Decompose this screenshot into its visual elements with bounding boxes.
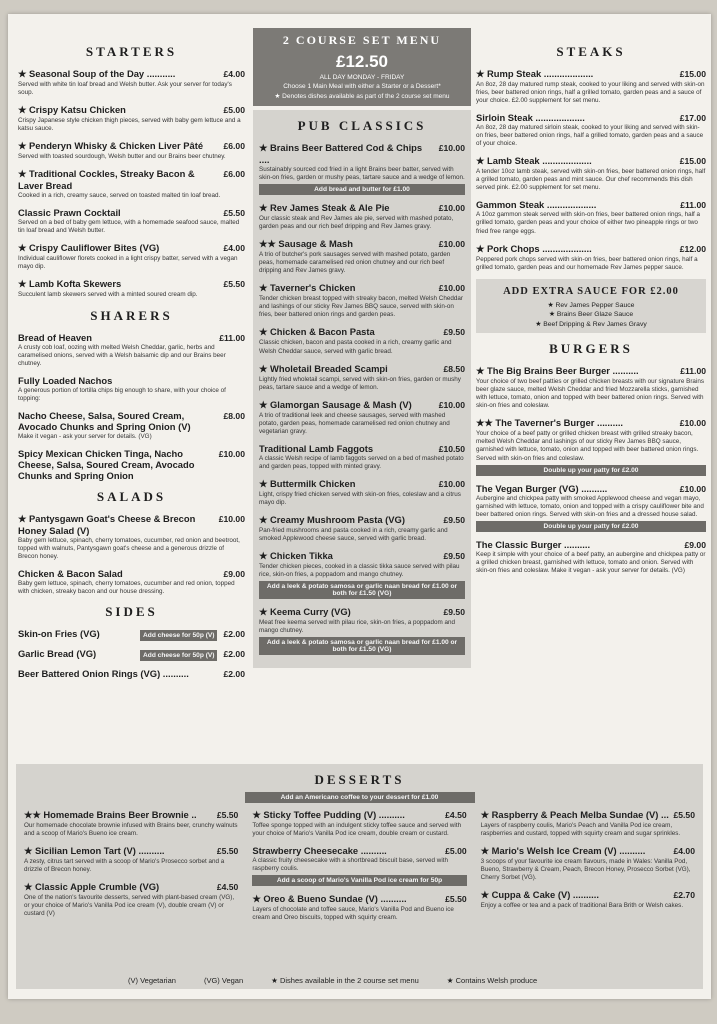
menu-item-name: The Classic Burger .......... <box>476 538 591 550</box>
menu-item-row <box>18 513 245 536</box>
menu-item-price: £10.00 <box>438 399 465 410</box>
pub-classics-list <box>259 142 465 655</box>
middle-column <box>253 28 471 668</box>
menu-item-description: An 8oz, 28 day matured rump steak, cooked to your liking and served with skin-on fries, beer battered onion rings, half a grilled tomato, garden peas and a sauce of your choice. £2.00 supplement for set menu. <box>476 81 705 105</box>
menu-item-row <box>476 243 706 255</box>
menu-item-row <box>481 889 695 901</box>
menu-item-name: The Vegan Burger (VG) .......... <box>476 482 608 494</box>
menu-item-price: £15.00 <box>679 69 706 79</box>
menu-item-name: Spicy Mexican Chicken Tinga, Nacho Cheese, Salsa, Soured Cream, Avocado Chunks and Spring Onion <box>18 447 195 481</box>
menu-item-description: A trio of traditional leek and cheese sausages, served with mashed potato, garden peas, homemade caramelised red onion chutney and vegetarian gravy. <box>259 411 450 435</box>
menu-item-price: £4.00 <box>223 69 245 79</box>
menu-item-description: Sustainably sourced cod fried in a light Brains beer batter, served with skin-on fries, garden or mushy peas, tartare sauce and a wedge of lemon. <box>259 166 465 182</box>
menu-item-price: £11.00 <box>680 366 706 377</box>
menu-item <box>259 202 465 231</box>
menu-item <box>18 448 245 481</box>
menu-item-description: A classic fruity cheesecake with a shortbread biscuit base, served with raspberry coulis. <box>252 857 448 873</box>
menu-item-name: ★ Lamb Kofta Skewers <box>18 278 122 290</box>
menu-item-price: £6.00 <box>223 169 245 180</box>
menu-item-description: Toffee sponge topped with an indulgent sticky toffee sauce and served with your choice of Mario's Vanilla Pod ice cream, double cream or custard. <box>252 822 462 838</box>
menu-item-name: ★ Classic Apple Crumble (VG) <box>24 881 160 893</box>
menu-item-row <box>18 568 245 579</box>
menu-item-row <box>18 207 245 218</box>
extra-sauce-item: ★ Beef Dripping & Rev James Gravy <box>535 320 647 328</box>
menu-item <box>476 243 706 272</box>
menu-item-name: Strawberry Cheesecake .......... <box>252 845 387 857</box>
burgers-list <box>476 365 706 575</box>
menu-item-description: Baby gem lettuce, spinach, cherry tomatoes, cucumber and red onion, topped with chicken, streaky bacon and our house dressing. <box>18 579 235 595</box>
menu-item-row <box>18 628 245 641</box>
menu-item-name: Beer Battered Onion Rings (VG) .......... <box>18 668 189 680</box>
extra-sauce-item: ★ Brains Beer Glaze Sauce <box>548 311 634 319</box>
menu-item-price: £10.00 <box>438 203 465 214</box>
menu-item-price: £9.50 <box>443 327 465 338</box>
menu-item <box>18 332 245 368</box>
menu-item <box>259 606 465 655</box>
menu-item-description: Meat free keema served with pilau rice, skin-on fries, a poppadom and mango chutney. <box>259 619 456 635</box>
menu-item-name: ★ Brains Beer Battered Cod & Chips .... <box>259 142 423 165</box>
menu-item-name: ★★ The Taverner's Burger .......... <box>476 417 624 429</box>
menu-item <box>481 845 695 882</box>
add-cheese-tag: Add cheese for 50p (V) <box>140 650 217 661</box>
menu-item-price: £5.50 <box>216 810 239 820</box>
menu-item <box>476 483 706 532</box>
menu-item <box>18 375 245 403</box>
menu-item <box>18 628 245 641</box>
menu-item-name: Garlic Bread (VG) <box>18 648 97 660</box>
menu-item <box>259 282 465 319</box>
menu-item-name: ★ Lamb Steak ................... <box>476 155 592 167</box>
menu-item-description: Our classic steak and Rev James ale pie, served with mashed potato, garden peas and our rich beef dripping and Rev James gravy. <box>259 215 454 231</box>
menu-item-row <box>24 881 238 893</box>
menu-item-description: 3 scoops of your favourite ice cream flavours, made in Wales: Vanilla Pod, Bueno, Strawberry & Cream, Peach, Brecon Honey, Prosecco Sorbet (VG), Cherry Sorbet (VG). <box>480 858 691 882</box>
menu-item-price: £5.00 <box>445 846 467 857</box>
set-menu-panel <box>253 28 471 106</box>
menu-item-description: Baby gem lettuce, spinach, cherry tomatoes, cucumber, red onion and beetroot, topped with walnuts, Pantysgawn goat's cheese and a generous drizzle of Brecon honey. <box>18 536 240 560</box>
menu-item-description: Layers of chocolate and toffee sauce, Mario's Vanilla Pod and Bueno ice cream and Oreo biscuits, topped with squirty cream. <box>252 906 454 922</box>
menu-item <box>476 199 706 235</box>
set-menu-rule: Choose 1 Main Meal with either a Starter or a Dessert* <box>283 83 441 90</box>
menu-item-row <box>18 104 245 116</box>
menu-item-price: £5.50 <box>223 279 245 290</box>
menu-item-price: £5.50 <box>216 846 239 857</box>
set-menu-note: ★ Denotes dishes available as part of the 2 course set menu <box>274 93 450 100</box>
set-menu-title: 2 COURSE SET MENU <box>282 33 442 47</box>
menu-item <box>259 363 465 392</box>
menu-item-row <box>252 845 466 856</box>
menu-item <box>18 207 245 235</box>
legend <box>128 976 537 985</box>
menu-item-price: £2.00 <box>223 629 245 640</box>
menu-item-name: ★ Sicilian Lemon Tart (V) .......... <box>24 845 165 857</box>
menu-item-name: Classic Prawn Cocktail <box>18 207 121 219</box>
extra-sauce-item: ★ Rev James Pepper Sauce <box>547 301 635 309</box>
menu-item-row <box>18 68 245 80</box>
menu-item-description: A crusty cob loaf, oozing with melted Welsh Cheddar, garlic, herbs and caramelised onions, served with a Welsh balsamic dip and our Brains beer chutney. <box>18 343 226 367</box>
menu-item-price: £10.00 <box>438 143 465 153</box>
menu-item-addon-tag: Add bread and butter for £1.00 <box>259 184 465 195</box>
menu-item <box>18 278 245 299</box>
menu-item-description: Individual cauliflower florets cooked in a light crispy batter, served with a vegan mayo dip. <box>18 255 238 271</box>
menu-item-addon-tag: Add a leek & potato samosa or garlic naan bread for £1.00 or both for £1.50 (VG) <box>259 637 465 655</box>
menu-item-name: ★ Penderyn Whisky & Chicken Liver Pâté <box>18 140 204 152</box>
menu-item-row <box>18 648 245 661</box>
menu-item-name: ★ Sticky Toffee Pudding (V) .......... <box>252 809 405 820</box>
menu-item <box>252 845 466 886</box>
menu-item <box>259 238 465 275</box>
menu-item-price: £9.00 <box>684 539 706 550</box>
menu-item-price: £10.00 <box>438 283 465 294</box>
menu-item-row <box>259 202 465 214</box>
menu-item-description: Crispy Japanese style chicken thigh pieces, served with baby gem lettuce and a katsu sauce. <box>18 117 241 133</box>
menu-item-description: Pan-fried mushrooms and pasta cooked in a rich, creamy garlic and smoked Applewood cheese sauce, served with garlic bread. <box>259 526 448 543</box>
menu-item-name: Traditional Lamb Faggots <box>259 442 374 454</box>
menu-item-row <box>259 443 465 454</box>
menu-item <box>252 809 466 838</box>
menu-item-name: Gammon Steak ................... <box>476 199 597 211</box>
menu-item-row <box>259 514 465 526</box>
menu-item-price: £8.00 <box>223 410 245 421</box>
menu-item-addon-tag: Double up your patty for £2.00 <box>476 465 706 476</box>
menu-item-price: £4.50 <box>216 882 239 893</box>
menu-item-price: £10.00 <box>218 448 245 459</box>
menu-item <box>24 845 238 874</box>
menu-item-name: ★ Taverner's Chicken <box>259 282 356 294</box>
menu-item-row <box>481 809 695 821</box>
menu-item-name: ★ Pantysgawn Goat's Cheese & Brecon Honey Salad (V) <box>18 512 196 536</box>
menu-item <box>476 365 706 410</box>
menu-item-description: Served on a bed of baby gem lettuce, with a homemade seafood sauce, malted tin loaf bread and Welsh butter. <box>18 219 240 235</box>
menu-item-price: £2.00 <box>223 669 245 680</box>
legend-welsh: ★ Contains Welsh produce <box>446 976 538 985</box>
starters-list <box>18 68 245 300</box>
menu-item-price: £10.00 <box>679 418 706 429</box>
menu-item-row <box>259 326 465 338</box>
menu-item-name: ★ Pork Chops ................... <box>476 242 592 254</box>
menu-item-name: ★ Rev James Steak & Ale Pie <box>259 202 390 214</box>
menu-item-name: ★ Oreo & Bueno Sundae (V) .......... <box>252 893 407 905</box>
menu-item-description: Cooked in a rich, creamy sauce, served on toasted malted tin loaf bread. <box>18 192 221 200</box>
menu-item <box>18 648 245 661</box>
starters-heading: STARTERS <box>85 44 178 59</box>
menu-item-price: £5.00 <box>223 105 245 116</box>
menu-item-description: A zesty, citrus tart served with a scoop of Mario's Prosecco sorbet and a drizzle of Brecon honey. <box>24 858 225 874</box>
menu-item-row <box>18 168 245 191</box>
desserts-columns <box>24 809 695 929</box>
menu-item-name: Skin-on Fries (VG) <box>18 628 100 640</box>
menu-item-price: £10.00 <box>438 239 465 250</box>
add-cheese-tag: Add cheese for 50p (V) <box>140 630 217 641</box>
menu-item-description: Lightly fried wholetail scampi, served with skin-on fries, garden or mushy peas, tartare sauce and a wedge of lemon. <box>259 375 461 391</box>
menu-item-description: Tender chicken pieces, cooked in a classic tikka sauce served with pilau rice, skin-on fries, a poppadom and mango chutney. <box>259 563 460 579</box>
legend-vegan: (VG) Vegan <box>203 976 244 985</box>
menu-item <box>18 242 245 271</box>
menu-item-name: Bread of Heaven <box>18 331 92 343</box>
menu-item-description: An 8oz, 28 day matured sirloin steak, cooked to your liking and served with skin-on fries, beer battered onion rings, half a grilled tomato, garden peas and a sauce of your choice. <box>476 124 704 148</box>
menu-item-description: One of the nation's favourite desserts, served with plant-based cream (VG), or your choice of Mario's Vanilla Pod ice cream (V), double cream (V) or custard (V) <box>24 894 235 918</box>
menu-item-row <box>259 282 465 294</box>
extra-sauce-heading: ADD EXTRA SAUCE FOR £2.00 <box>503 285 679 297</box>
menu-item-row <box>476 483 706 494</box>
menu-item <box>476 417 706 475</box>
menu-item-name: Chicken & Bacon Salad <box>18 567 123 579</box>
burgers-heading: BURGERS <box>549 341 633 357</box>
menu-item-row <box>476 199 706 210</box>
menu-item-price: £10.00 <box>679 483 706 494</box>
desserts-col-2 <box>252 809 466 929</box>
menu-item <box>259 443 465 471</box>
menu-item-price: £9.00 <box>223 568 245 579</box>
menu-item-price: £6.00 <box>223 141 245 152</box>
right-column <box>476 36 706 582</box>
menu-item-row <box>18 242 245 254</box>
desserts-panel <box>16 764 703 989</box>
menu-item <box>18 513 245 561</box>
menu-item-row <box>259 363 465 375</box>
menu-item-price: £8.50 <box>443 363 465 374</box>
menu-item-price: £2.70 <box>673 890 695 901</box>
menu-item-name: ★★ Homemade Brains Beer Brownie .. <box>24 809 197 820</box>
left-column <box>18 36 245 686</box>
menu-item-price: £5.50 <box>223 208 245 219</box>
menu-item <box>481 809 695 838</box>
menu-item-description: Make it vegan - ask your server for details. (VG) <box>18 432 152 440</box>
menu-item <box>476 112 706 148</box>
menu-item-addon-tag: Double up your patty for £2.00 <box>476 521 706 532</box>
menu-item-name: Fully Loaded Nachos <box>18 374 113 386</box>
menu-item <box>259 550 465 599</box>
menu-item-name: ★ Creamy Mushroom Pasta (VG) <box>259 513 405 525</box>
menu-item-row <box>476 417 706 429</box>
menu-item <box>252 893 466 922</box>
sides-heading: SIDES <box>105 604 158 620</box>
menu-item-name: ★ Wholetail Breaded Scampi <box>259 362 388 374</box>
menu-item-price: £15.00 <box>679 156 706 167</box>
menu-item-price: £10.00 <box>218 513 245 524</box>
menu-item-row <box>18 448 245 481</box>
americano-banner: Add an Americano coffee to your dessert for £1.00 <box>245 792 475 803</box>
menu-item <box>259 142 465 195</box>
desserts-heading: DESSERTS <box>314 772 405 787</box>
menu-item-row <box>476 155 706 167</box>
menu-item <box>18 410 245 441</box>
extra-sauce-panel <box>476 279 706 334</box>
menu-item-price: £17.00 <box>679 113 706 124</box>
menu-item-row <box>259 238 465 250</box>
pub-classics-heading: PUB CLASSICS <box>297 118 427 133</box>
desserts-col-3 <box>481 809 695 929</box>
menu-item <box>476 155 706 192</box>
legend-set-menu: ★ Dishes available in the 2 course set menu <box>271 976 419 985</box>
menu-item-addon-tag: Add a scoop of Mario's Vanilla Pod ice cream for 50p <box>252 875 466 886</box>
salads-heading: SALADS <box>96 488 167 504</box>
menu-item-description: Classic chicken, bacon and pasta cooked in a rich, creamy garlic and Welsh Cheddar sauce, served with garlic bread. <box>259 339 452 355</box>
menu-item-name: ★ Cuppa & Cake (V) .......... <box>480 889 599 901</box>
menu-sheet <box>8 14 711 999</box>
menu-item-price: £4.50 <box>445 810 467 820</box>
menu-item-description: Peppered pork chops served with skin-on fries, beer battered onion rings, half a grilled tomato, garden peas and our homemade Rev James pepper sauce. <box>476 255 698 271</box>
menu-item-row <box>252 809 466 821</box>
menu-item-name: ★ Chicken Tikka <box>259 550 333 562</box>
menu-item <box>259 514 465 543</box>
menu-item-name: ★ Rump Steak ................... <box>476 68 594 79</box>
menu-item-description: A tender 10oz lamb steak, served with skin-on fries, beer battered onion rings, half a grilled tomato, garden peas and mint sauce. Our chef recommends this dish served pink. £2.00 supplement for set menu. <box>476 168 706 192</box>
sharers-heading: SHARERS <box>90 307 173 323</box>
menu-item-price: £9.50 <box>443 551 465 562</box>
menu-item-row <box>18 375 245 386</box>
menu-item <box>24 809 238 838</box>
menu-item <box>24 881 238 918</box>
menu-item-row <box>259 606 465 618</box>
menu-item-name: ★ Traditional Cockles, Streaky Bacon & Laver Bread <box>18 168 195 192</box>
menu-item-row <box>259 399 465 411</box>
menu-item-price: £2.00 <box>223 649 245 660</box>
menu-item-row <box>476 68 706 80</box>
menu-item-description: Tender chicken breast topped with streaky bacon, melted Welsh Cheddar and lashings of our sticky Rev James BBQ sauce, served with skin-on fries, beer battered onion rings and garden peas. <box>259 295 463 319</box>
legend-vegetarian: (V) Vegetarian <box>128 976 176 985</box>
menu-item-row <box>24 809 238 821</box>
menu-item <box>259 399 465 436</box>
menu-item-description: A trio of butcher's pork sausages served with mashed potato, garden peas, homemade caramelised red onion chutney and our rich beef dripping and Rev James gravy. <box>259 251 451 275</box>
menu-item-description: A generous portion of tortilla chips big enough to share, with your choice of topping: <box>18 386 226 402</box>
menu-item-price: £10.50 <box>438 443 465 454</box>
menu-item-row <box>24 845 238 857</box>
menu-item <box>18 68 245 97</box>
menu-item-description: Succulent lamb skewers served with a minted soured cream dip. <box>18 291 198 299</box>
menu-item-row <box>476 539 706 550</box>
set-menu-days: ALL DAY MONDAY - FRIDAY <box>319 74 405 81</box>
sides-list <box>18 628 245 679</box>
menu-item-row <box>476 365 706 377</box>
menu-item-row <box>18 332 245 343</box>
salads-list <box>18 513 245 596</box>
menu-item-price: £9.50 <box>443 607 465 618</box>
menu-item-description: Light, crispy fried chicken served with skin-on fries, coleslaw and a citrus mayo dip. <box>259 490 461 506</box>
menu-item-name: ★★ Sausage & Mash <box>259 238 353 250</box>
menu-item <box>481 889 695 910</box>
menu-item-price: £11.00 <box>219 332 245 343</box>
menu-item <box>18 140 245 161</box>
menu-item-price: £4.00 <box>223 243 245 254</box>
menu-item-addon-tag: Add a leek & potato samosa or garlic naan bread for £1.00 or both for £1.50 (VG) <box>259 581 465 599</box>
menu-item-description: Enjoy a coffee or tea and a pack of traditional Bara Brith or Welsh cakes. <box>480 902 684 910</box>
menu-item-row <box>481 845 695 857</box>
menu-item-row <box>259 550 465 562</box>
menu-item-row <box>18 278 245 290</box>
menu-item-price: £5.50 <box>673 810 695 820</box>
menu-item-name: ★ Crispy Katsu Chicken <box>18 104 126 116</box>
menu-item-description: Keep it simple with your choice of a beef patty, an aubergine and chickpea patty or a grilled chicken breast, garnished with lettuce, tomato and onion. Served with skin-on fries and coleslaw. Make it vegan - ask your server for details. (VG) <box>476 550 706 574</box>
menu-item <box>18 104 245 133</box>
menu-item-price: £9.50 <box>443 514 465 525</box>
menu-item-row <box>259 142 465 165</box>
menu-item-row <box>476 112 706 123</box>
pub-classics-panel <box>253 110 471 668</box>
menu-item-name: ★ Mario's Welsh Ice Cream (V) .......... <box>480 845 646 857</box>
menu-item-name: ★ Raspberry & Peach Melba Sundae (V) ... <box>480 809 669 820</box>
menu-item <box>476 68 706 105</box>
menu-item <box>18 668 245 679</box>
menu-item-name: ★ Seasonal Soup of the Day ........... <box>18 68 176 79</box>
menu-item-row <box>18 140 245 152</box>
menu-item-description: Your choice of two beef patties or grilled chicken breasts with our signature Brains beer glaze sauce, melted Welsh Cheddar and fried Mozzarella sticks, garnished with lettuce, tomato, onion and topped with beer battered onion rings. Served with skin-on fries and coleslaw. <box>476 378 704 410</box>
menu-item-row <box>259 478 465 490</box>
menu-item-name: ★ Glamorgan Sausage & Mash (V) <box>259 398 412 410</box>
menu-item-row <box>18 410 245 432</box>
menu-item-description: Layers of raspberry coulis, Mario's Peach and Vanilla Pod ice cream, raspberries and custard, topped with squirty cream and sugar sprinkles. <box>480 822 681 838</box>
menu-item <box>18 168 245 200</box>
menu-item <box>259 326 465 355</box>
menu-item <box>259 478 465 507</box>
steaks-list <box>476 68 706 272</box>
menu-item-name: Sirloin Steak ................... <box>476 112 585 124</box>
menu-item-name: ★ The Big Brains Beer Burger .......... <box>476 365 639 377</box>
menu-item-price: £11.00 <box>680 200 706 211</box>
menu-item <box>18 568 245 596</box>
steaks-heading: STEAKS <box>556 44 626 59</box>
menu-item-price: £10.00 <box>438 478 465 489</box>
menu-item-price: £5.50 <box>445 894 467 905</box>
menu-item-row <box>18 668 245 679</box>
menu-item-name: Nacho Cheese, Salsa, Soured Cream, Avocado Chunks and Spring Onion (V) <box>18 409 191 432</box>
menu-item-description: Our homemade chocolate brownie infused with Brains beer, crunchy walnuts and a scoop of Mario's Bueno ice cream. <box>24 822 238 838</box>
menu-item-description: A 10oz gammon steak served with skin-on fries, beer battered onion rings, half a grilled tomato, garden peas and your choice of either two pineapple rings or two fried free range eggs. <box>476 211 701 235</box>
menu-item-row <box>252 893 466 905</box>
menu-item <box>476 539 706 575</box>
menu-item-name: ★ Crispy Cauliflower Bites (VG) <box>18 242 160 254</box>
menu-item-name: ★ Chicken & Bacon Pasta <box>259 326 375 338</box>
menu-item-name: ★ Keema Curry (VG) <box>259 606 351 618</box>
sharers-list <box>18 332 245 481</box>
menu-item-description: Served with white tin loaf bread and Welsh butter. Ask your server for today's soup. <box>18 81 232 97</box>
menu-item-price: £4.00 <box>673 846 695 857</box>
menu-item-description: Served with toasted sourdough, Welsh butter and our Brains beer chutney. <box>18 153 226 161</box>
menu-item-description: Your choice of a beef patty or grilled chicken breast with grilled streaky bacon, melted Welsh Cheddar and lashings of our sticky Rev James BBQ sauce, garnished with lettuce, tomato, onion and topped with beer battered onion rings. Served with skin-on fries and coleslaw. <box>476 430 699 462</box>
menu-item-description: Aubergine and chickpea patty with smoked Applewood cheese and vegan mayo, garnished with lettuce, tomato, onion and topped with a crispy cauliflower bite and beer battered onion rings. Served with skin-on fries and a dressed house salad. <box>476 494 704 518</box>
menu-item-name: ★ Buttermilk Chicken <box>259 477 356 489</box>
menu-item-description: A classic Welsh recipe of lamb faggots served on a bed of mashed potato and garden peas, topped with minted gravy. <box>259 454 464 470</box>
set-menu-price: £12.50 <box>336 52 388 71</box>
desserts-col-1 <box>24 809 238 929</box>
menu-item-price: £12.00 <box>679 243 706 254</box>
